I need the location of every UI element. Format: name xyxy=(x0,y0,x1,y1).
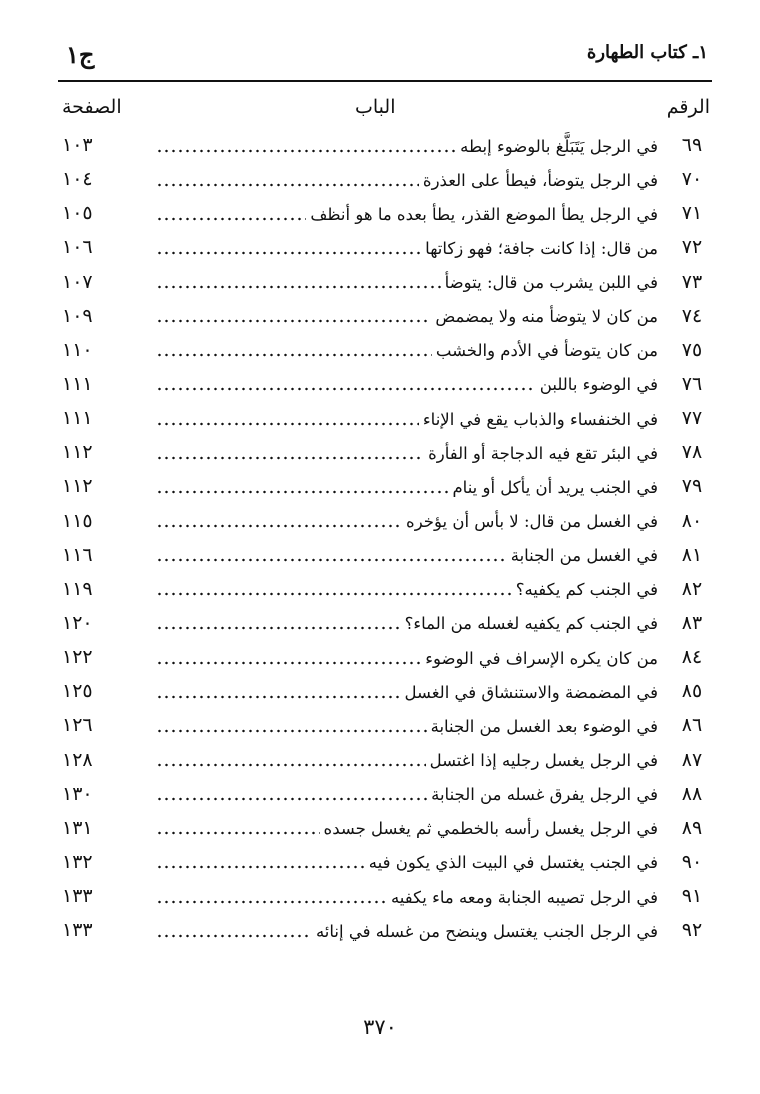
entry-title: في الرجل يفرق غسله من الجنابة xyxy=(431,785,658,805)
entry-number: ٨٦ xyxy=(681,714,703,737)
entry-page: ١٢٨ xyxy=(62,748,93,771)
toc-row xyxy=(62,507,710,541)
entry-line xyxy=(152,199,658,229)
toc-row xyxy=(62,131,710,165)
entry-title: في الجنب يريد أن يأكل أو ينام xyxy=(452,477,658,497)
toc-row xyxy=(62,268,710,302)
entry-line xyxy=(152,711,658,741)
entry-number: ٧٩ xyxy=(681,475,703,498)
toc-row xyxy=(62,302,710,336)
entry-page: ١٣٣ xyxy=(62,919,93,942)
toc-row xyxy=(62,575,710,609)
entry-title: في الجنب كم يكفيه؟ xyxy=(515,580,658,600)
dot-leader xyxy=(156,862,365,872)
entry-line xyxy=(152,472,658,502)
entry-number: ٨٠ xyxy=(681,509,703,532)
entry-number: ٧٥ xyxy=(681,338,703,361)
entry-title: من كان يكره الإسراف في الوضوء xyxy=(425,648,658,668)
toc-row xyxy=(62,541,710,575)
entry-page: ١١٩ xyxy=(62,577,93,600)
entry-page: ١٢٥ xyxy=(62,680,93,703)
entry-page: ١١٦ xyxy=(62,543,93,566)
entry-page: ١٢٢ xyxy=(62,646,93,669)
entry-title: في الجنب كم يكفيه لغسله من الماء؟ xyxy=(404,614,658,634)
dot-leader xyxy=(156,248,421,258)
dot-leader xyxy=(156,180,419,190)
entry-title: في الرجل يغسل رأسه بالخطمي ثم يغسل جسده xyxy=(323,819,658,839)
entry-page: ١٣٣ xyxy=(62,885,93,908)
toc-row xyxy=(62,404,710,438)
entry-title: في الرجل يَتَبَلَّغ بالوضوء إبطه xyxy=(460,136,658,156)
toc-row xyxy=(62,916,710,950)
entry-page: ١٣٢ xyxy=(62,850,93,873)
dot-leader xyxy=(156,214,306,224)
entry-page: ١١٥ xyxy=(62,509,93,532)
entry-line xyxy=(152,268,658,298)
dot-leader xyxy=(156,316,431,326)
entry-number: ٧٣ xyxy=(681,270,703,293)
entry-page: ١٢٠ xyxy=(62,611,93,634)
entry-number: ٧١ xyxy=(681,202,703,225)
toc-row xyxy=(62,336,710,370)
table-of-contents xyxy=(62,131,710,950)
entry-number: ٨٨ xyxy=(681,782,703,805)
entry-title: في المضمضة والاستنشاق في الغسل xyxy=(404,682,658,702)
toc-row xyxy=(62,848,710,882)
entry-page: ١١١ xyxy=(62,407,93,430)
dot-leader xyxy=(156,897,387,907)
dot-leader xyxy=(156,623,401,633)
running-head xyxy=(58,42,708,76)
entry-title: في اللبن يشرب من قال: يتوضأ xyxy=(444,273,658,293)
entry-number: ٧٢ xyxy=(681,236,703,259)
dot-leader xyxy=(156,589,512,599)
entry-number: ٨٩ xyxy=(681,816,703,839)
dot-leader xyxy=(156,487,448,497)
entry-line xyxy=(152,438,658,468)
toc-row xyxy=(62,199,710,233)
entry-line xyxy=(152,370,658,400)
entry-title: من كان لا يتوضأ منه ولا يمضمض xyxy=(435,307,658,327)
dot-leader xyxy=(156,282,441,292)
dot-leader xyxy=(156,453,424,463)
entry-number: ٨٧ xyxy=(681,748,703,771)
entry-line xyxy=(152,541,658,571)
entry-title: في الخنفساء والذباب يقع في الإناء xyxy=(422,409,658,429)
entry-line xyxy=(152,302,658,332)
entry-number: ٨٤ xyxy=(681,646,703,669)
toc-row xyxy=(62,814,710,848)
entry-title: في البئر تقع فيه الدجاجة أو الفأرة xyxy=(428,443,658,463)
entry-line xyxy=(152,780,658,810)
entry-number: ٩٠ xyxy=(681,850,703,873)
entry-page: ١٠٩ xyxy=(62,304,93,327)
entry-page: ١٠٤ xyxy=(62,168,93,191)
dot-leader xyxy=(156,692,401,702)
toc-row xyxy=(62,677,710,711)
toc-row xyxy=(62,780,710,814)
entry-page: ١٠٧ xyxy=(62,270,93,293)
entry-page: ١٢٦ xyxy=(62,714,93,737)
dot-leader xyxy=(156,419,419,429)
entry-number: ٧٧ xyxy=(681,407,703,430)
dot-leader xyxy=(156,828,320,838)
entry-number: ٩٢ xyxy=(681,919,703,942)
toc-row xyxy=(62,233,710,267)
toc-row xyxy=(62,882,710,916)
entry-title: في الرجل يتوضأ، فيطأ على العذرة xyxy=(422,170,658,190)
entry-number: ٨٣ xyxy=(681,611,703,634)
entry-line xyxy=(152,848,658,878)
entry-page: ١١٢ xyxy=(62,441,93,464)
toc-row xyxy=(62,609,710,643)
entry-title: في الوضوء بعد الغسل من الجنابة xyxy=(430,716,658,736)
dot-leader xyxy=(156,794,427,804)
column-header-page: الصفحة xyxy=(62,96,122,118)
entry-title: في الغسل من قال: لا بأس أن يؤخره xyxy=(406,512,658,532)
dot-leader xyxy=(156,726,427,736)
entry-number: ٨٢ xyxy=(681,577,703,600)
entry-line xyxy=(152,131,658,161)
entry-line xyxy=(152,814,658,844)
dot-leader xyxy=(156,350,432,360)
entry-number: ٧٨ xyxy=(681,441,703,464)
toc-row xyxy=(62,643,710,677)
entry-title: في الرجل الجنب يغتسل وينضح من غسله في إنائه xyxy=(315,921,658,941)
entry-line xyxy=(152,916,658,946)
toc-row xyxy=(62,370,710,404)
toc-row xyxy=(62,438,710,472)
entry-line xyxy=(152,575,658,605)
entry-title: من قال: إذا كانت جافة؛ فهو زكاتها xyxy=(425,238,658,258)
entry-number: ٦٩ xyxy=(681,134,703,156)
column-header-number: الرقم xyxy=(666,96,710,118)
dot-leader xyxy=(156,760,426,770)
header-rule xyxy=(58,80,712,82)
dot-leader xyxy=(156,521,402,531)
entry-line xyxy=(152,165,658,195)
entry-title: في الرجل تصيبه الجنابة ومعه ماء يكفيه xyxy=(390,887,658,907)
entry-title: في الغسل من الجنابة xyxy=(510,546,658,566)
entry-number: ٩١ xyxy=(681,885,703,908)
column-header-chapter: الباب xyxy=(355,96,396,118)
entry-line xyxy=(152,746,658,776)
entry-number: ٧٠ xyxy=(681,168,703,191)
entry-line xyxy=(152,882,658,912)
page-number: ٣٧٠ xyxy=(363,1015,397,1039)
entry-page: ١٠٥ xyxy=(62,202,93,225)
entry-line xyxy=(152,643,658,673)
entry-page: ١٣٠ xyxy=(62,782,93,805)
toc-row xyxy=(62,472,710,506)
entry-line xyxy=(152,336,658,366)
entry-number: ٨٥ xyxy=(681,680,703,703)
entry-title: في الوضوء باللبن xyxy=(539,375,658,395)
running-head-title: ١ـ كتاب الطهارة xyxy=(586,42,708,63)
toc-row xyxy=(62,711,710,745)
entry-title: في الجنب يغتسل في البيت الذي يكون فيه xyxy=(368,853,658,873)
toc-row xyxy=(62,165,710,199)
entry-line xyxy=(152,507,658,537)
entry-page: ١١١ xyxy=(62,372,93,395)
entry-page: ١٠٦ xyxy=(62,236,93,259)
entry-line xyxy=(152,677,658,707)
entry-page: ١١٠ xyxy=(62,338,93,361)
entry-number: ٨١ xyxy=(681,543,703,566)
entry-line xyxy=(152,233,658,263)
entry-number: ٧٦ xyxy=(681,372,703,395)
entry-title: في الرجل يطأ الموضع القذر، يطأ بعده ما هو أنظف xyxy=(310,204,658,224)
entry-title: من كان يتوضأ في الأدم والخشب xyxy=(435,341,658,361)
entry-page: ١١٢ xyxy=(62,475,93,498)
entry-number: ٧٤ xyxy=(681,304,703,327)
toc-row xyxy=(62,746,710,780)
dot-leader xyxy=(156,384,536,394)
dot-leader xyxy=(156,146,456,156)
volume-number: ج١ xyxy=(66,40,95,69)
entry-line xyxy=(152,609,658,639)
entry-line xyxy=(152,404,658,434)
entry-title: في الرجل يغسل رجليه إذا اغتسل xyxy=(429,751,658,771)
dot-leader xyxy=(156,931,312,941)
entry-page: ١٣١ xyxy=(62,816,93,839)
entry-page: ١٠٣ xyxy=(62,134,93,156)
dot-leader xyxy=(156,555,507,565)
dot-leader xyxy=(156,658,421,668)
